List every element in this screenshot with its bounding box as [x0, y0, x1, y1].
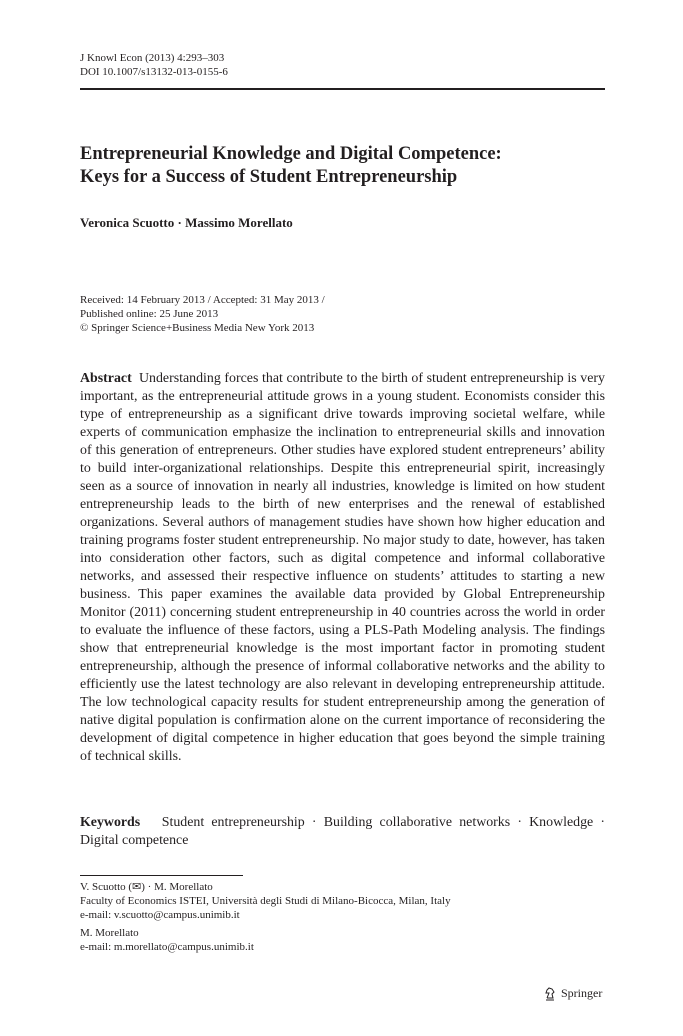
- publisher-logo: [543, 986, 602, 1001]
- footnote-affiliation: Faculty of Economics ISTEI, Università degli Studi di Milano-Bicocca, Milan, Italy: [80, 895, 451, 907]
- journal-line: J Knowl Econ (2013) 4:293–303: [80, 52, 225, 64]
- keywords: [80, 814, 605, 850]
- header-rule: [80, 88, 605, 90]
- received-accepted: Received: 14 February 2013 / Accepted: 31 May 2013 /: [80, 294, 325, 306]
- title-line-1: Entrepreneurial Knowledge and Digital Competence:: [80, 144, 502, 164]
- authors: Veronica Scuotto · Massimo Morellato: [80, 215, 293, 230]
- published-online: Published online: 25 June 2013: [80, 308, 219, 320]
- publication-dates: [80, 293, 325, 335]
- journal-citation: [80, 51, 228, 79]
- abstract: [80, 370, 605, 766]
- springer-knight-icon: [543, 987, 557, 1001]
- title-line-2: Keys for a Success of Student Entrepreneurship: [80, 167, 458, 187]
- abstract-label: Abstract: [80, 371, 132, 386]
- publisher-name: Springer: [561, 986, 603, 1000]
- paper-title: [80, 143, 620, 189]
- doi-line: DOI 10.1007/s13132-013-0155-6: [80, 66, 228, 78]
- keywords-label: Keywords: [80, 815, 141, 830]
- footnote-email-1[interactable]: e-mail: v.scuotto@campus.unimib.it: [80, 909, 240, 921]
- keywords-text: Student entrepreneurship · Building collaborative networks · Knowledge · Digital competence: [80, 815, 605, 848]
- footnote-rule: [80, 875, 243, 876]
- footnote-author-2: M. Morellato: [80, 927, 139, 939]
- copyright: © Springer Science+Business Media New York 2013: [80, 322, 315, 334]
- abstract-text: Understanding forces that contribute to the birth of student entrepreneurship is very important, as the entrepreneurial attitude grows in a young student. Economists consider this type of entrepreneurship as a significant drive towards improving societal welfare, while experts of communication emphasize the inclination to entrepreneurial skills and innovation of this generation of entrepreneurs. Other studies have explored student entrepreneurs’ ability to build inter-organizational relationships. Despite this entrepreneurial spirit, increasingly seen as a source of innovation in nearly all industries, knowledge is limited on how student entrepreneurship leads to the birth of new enterprises and the renewal of established organizations. Several authors of management studies have shown how higher education and training programs foster student entrepreneurship. No major study to date, however, has taken into consideration other factors, such as digital competence and informal collaborative networks, and assessed their respective influence on students’ attitudes to starting a new business. This paper examines the available data provided by Global Entrepreneurship Monitor (2011) concerning student entrepreneurship in 40 countries across the world in order to evaluate the influence of these factors, using a PLS-Path Modeling analysis. The findings show that entrepreneurial knowledge is the most important factor in promoting student entrepreneurship, although the presence of informal collaborative networks and the ability to efficiently use the latest technology are also relevant in developing entrepreneurship attitude. The low technological capacity results for student entrepreneurship among the generation of native digital population is confirmation alone on the current importance of reconsidering the development of digital competence in higher education that goes beyond the simple training of technical skills.: [80, 371, 605, 764]
- footnote-authors: V. Scuotto (✉) · M. Morellato: [80, 881, 213, 893]
- footnote-email-2[interactable]: e-mail: m.morellato@campus.unimib.it: [80, 941, 254, 953]
